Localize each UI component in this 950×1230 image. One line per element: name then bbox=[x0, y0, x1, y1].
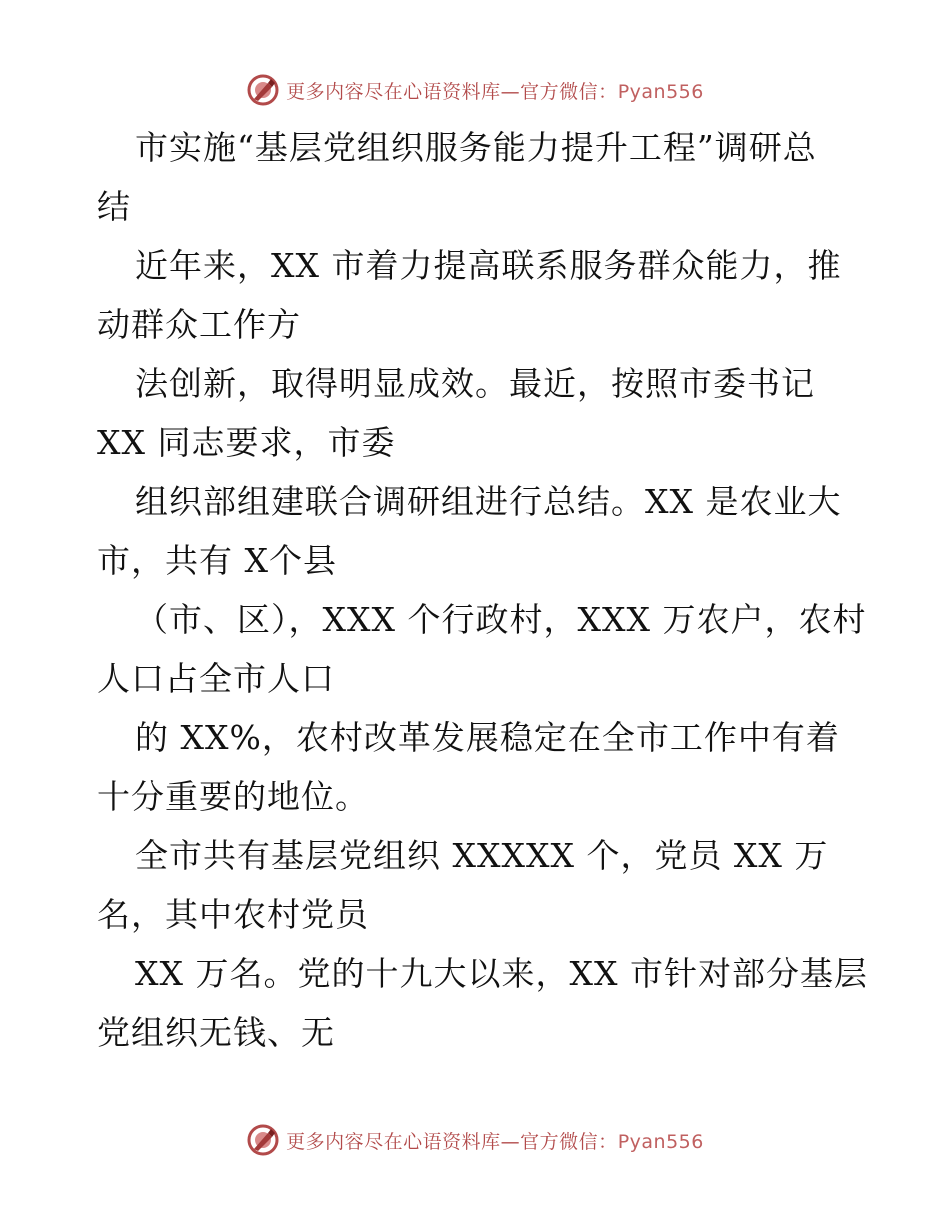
footer-watermark bbox=[0, 1120, 950, 1160]
text-line: 法创新，取得明显成效。最近，按照市委书记 bbox=[135, 364, 815, 403]
watermark-site-text: 更多内容尽在心语资料库 bbox=[286, 1130, 501, 1153]
watermark-wechat-id: Pyan556 bbox=[617, 1130, 704, 1153]
document-body bbox=[97, 118, 868, 1062]
watermark-site-text: 更多内容尽在心语资料库 bbox=[286, 80, 501, 103]
watermark-group bbox=[246, 1123, 704, 1157]
text-line: 组织部组建联合调研组进行总结。XX 是农业大 bbox=[135, 482, 842, 521]
text-line: 结 bbox=[97, 187, 131, 226]
header-watermark bbox=[0, 70, 950, 110]
watermark-group bbox=[246, 73, 704, 107]
text-line: 名，其中农村党员 bbox=[97, 895, 369, 934]
watermark-wechat-label: 官方微信： bbox=[520, 80, 618, 103]
watermark-text bbox=[286, 1127, 704, 1154]
text-line: 市，共有 X个县 bbox=[97, 541, 337, 580]
pen-logo-icon bbox=[246, 73, 280, 107]
text-line: 全市共有基层党组织 XXXXX 个，党员 XX 万 bbox=[135, 836, 829, 875]
text-line: 市实施“基层党组织服务能力提升工程”调研总 bbox=[135, 128, 817, 167]
watermark-dash: — bbox=[500, 80, 521, 103]
text-line: 十分重要的地位。 bbox=[97, 777, 369, 816]
text-line: 人口占全市人口 bbox=[97, 659, 335, 698]
text-line: 党组织无钱、无 bbox=[97, 1013, 335, 1052]
watermark-dash: — bbox=[500, 1130, 521, 1153]
text-line: 的 XX%，农村改革发展稳定在全市工作中有着 bbox=[135, 718, 840, 757]
watermark-wechat-label: 官方微信： bbox=[520, 1130, 618, 1153]
watermark-wechat-id: Pyan556 bbox=[617, 80, 704, 103]
watermark-text bbox=[286, 77, 704, 104]
text-line: 动群众工作方 bbox=[97, 305, 301, 344]
text-line: XX 同志要求，市委 bbox=[97, 423, 396, 462]
text-line: 近年来，XX 市着力提高联系服务群众能力，推 bbox=[135, 246, 842, 285]
pen-logo-icon bbox=[246, 1123, 280, 1157]
text-line: XX 万名。党的十九大以来，XX 市针对部分基层 bbox=[135, 954, 868, 993]
text-line: （市、区），XXX 个行政村，XXX 万农户，农村 bbox=[135, 600, 867, 639]
